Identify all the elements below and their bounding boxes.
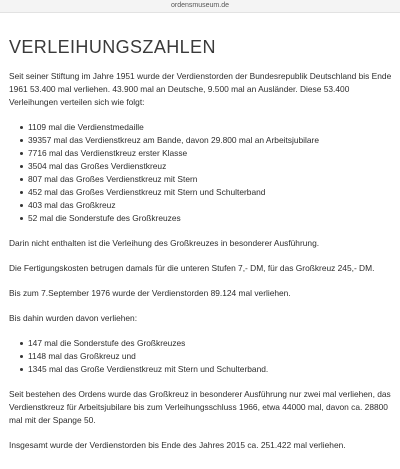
special-awards-paragraph: Seit bestehen des Ordens wurde das Großkreuz in besonderer Ausführung nur zwei mal verliehen, das Verdienstkreuz für Arbeitsjubilare bis zum Verleihungsschluss 1966, etwa 44000 mal, davon ca. 28800 mal mit der Spange 50.	[9, 389, 391, 425]
award-list-1976	[9, 337, 392, 376]
article	[0, 37, 400, 452]
address-bar[interactable]	[0, 0, 400, 13]
count-1976-paragraph: Bis zum 7.September 1976 wurde der Verdienstorden 89.124 mal verliehen.	[9, 288, 291, 298]
list-item: 52 mal die Sonderstufe des Großkreuzes	[20, 212, 392, 225]
list-item: 3504 mal das Großes Verdienstkreuz	[20, 160, 392, 173]
total-2015-paragraph: Insgesamt wurde der Verdienstorden bis Ende des Jahres 2015 ca. 251.422 mal verliehen.	[9, 440, 346, 450]
page-title: VERLEIHUNGSZAHLEN	[9, 37, 216, 57]
list-item: 147 mal die Sonderstufe des Großkreuzes	[20, 337, 392, 350]
list-item: 403 mal das Großkreuz	[20, 199, 392, 212]
list-intro-paragraph: Bis dahin wurden davon verliehen:	[9, 313, 138, 323]
list-item: 1148 mal das Großkreuz und	[20, 350, 392, 363]
list-item: 807 mal das Großes Verdienstkreuz mit Stern	[20, 173, 392, 186]
note-paragraph: Darin nicht enthalten ist die Verleihung des Großkreuzes in besonderer Ausführung.	[9, 238, 320, 248]
url-text: ordensmuseum.de	[171, 2, 229, 9]
award-list-1961	[9, 121, 392, 225]
list-item: 452 mal das Großes Verdienstkreuz mit Stern und Schulterband	[20, 186, 392, 199]
list-item: 1345 mal das Große Verdienstkreuz mit Stern und Schulterband.	[20, 363, 392, 376]
costs-paragraph: Die Fertigungskosten betrugen damals für die unteren Stufen 7,- DM, für das Großkreuz 245,- DM.	[9, 263, 375, 273]
list-item: 7716 mal das Verdienstkreuz erster Klasse	[20, 147, 392, 160]
list-item: 1109 mal die Verdienstmedaille	[20, 121, 392, 134]
intro-paragraph: Seit seiner Stiftung im Jahre 1951 wurde der Verdienstorden der Bundesrepublik Deutschland bis Ende 1961 53.400 mal verliehen. 43.900 mal an Deutsche, 9.500 mal an Ausländer. Diese 53.400 Verleihungen verteilen sich wie folgt:	[9, 71, 392, 107]
list-item: 39357 mal das Verdienstkreuz am Bande, davon 29.800 mal an Arbeitsjubilare	[20, 134, 392, 147]
